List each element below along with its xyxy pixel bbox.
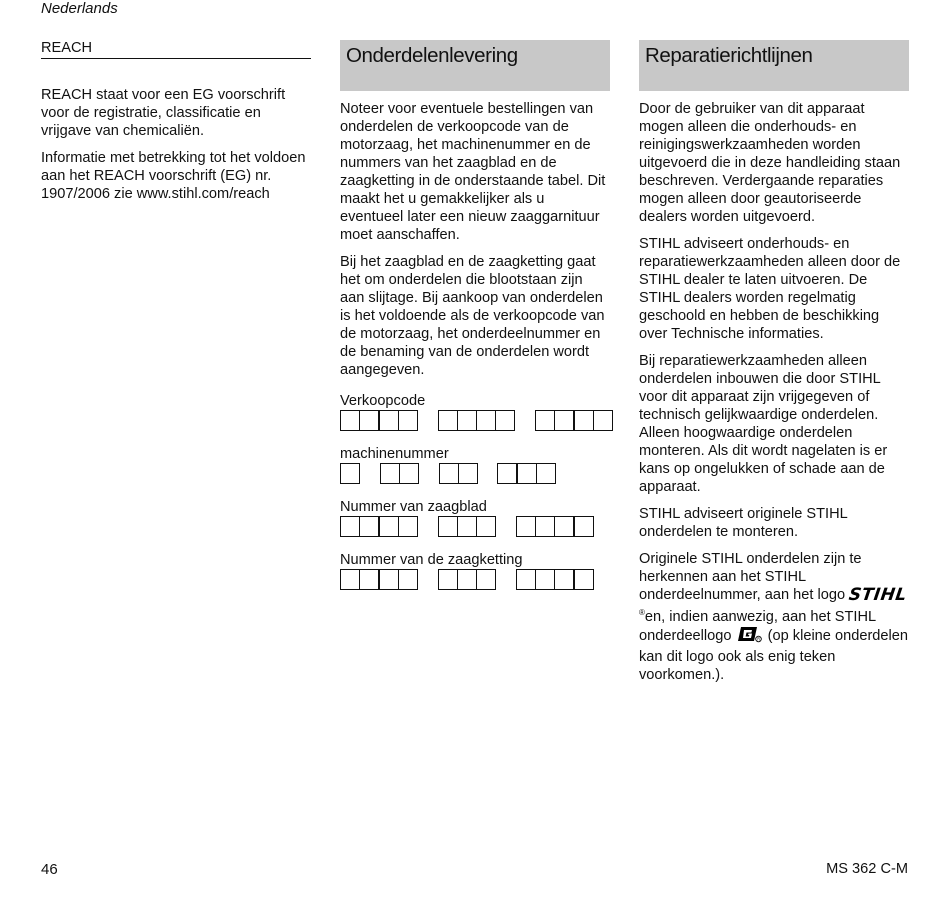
entry-cell[interactable] — [476, 516, 496, 537]
entry-cell[interactable] — [359, 516, 379, 537]
svg-text:R: R — [756, 636, 760, 642]
repair-paragraph: Door de gebruiker van dit apparaat mogen alleen die onderhouds- en reinigingswerkzaamheden worden uitgevoerd die in deze handleiding staan beschreven. Verdergaande reparaties mogen alleen door geautoriseerde dealers worden uitgevoerd. — [639, 101, 901, 225]
entry-cell[interactable] — [535, 569, 555, 590]
reach-heading: REACH — [41, 40, 311, 59]
repair-paragraph-logos — [639, 550, 909, 684]
entry-cell[interactable] — [379, 410, 399, 431]
entry-cell[interactable] — [438, 410, 458, 431]
entry-cell[interactable] — [593, 410, 613, 431]
entry-cell[interactable] — [535, 410, 555, 431]
entry-cell[interactable] — [574, 410, 594, 431]
reach-column — [41, 40, 311, 212]
reach-paragraph: REACH staat voor een EG voorschrift voor de registratie, classificatie en vrijgave van chemicaliën. — [41, 87, 286, 139]
entry-cell[interactable] — [398, 410, 418, 431]
entry-cell[interactable] — [457, 410, 477, 431]
entry-cell[interactable] — [536, 463, 556, 484]
entry-cell[interactable] — [398, 569, 418, 590]
repair-paragraph: STIHL adviseert onderhouds- en reparatiewerkzaamheden alleen door de STIHL dealer te laten uitvoeren. De STIHL dealers worden regelmatig geschoold en hebben de beschikking over Technische informaties. — [639, 236, 901, 342]
reach-paragraph: Informatie met betrekking tot het voldoen aan het REACH voorschrift (EG) nr. 1907/2006 zie www.stihl.com/reach — [41, 150, 306, 202]
entry-cell[interactable] — [359, 569, 379, 590]
logo-paragraph-part3: (op kleine onderdelen kan dit logo ook als enig teken voorkomen.). — [639, 627, 909, 683]
entry-cell[interactable] — [379, 516, 399, 537]
parts-supply-heading: Onderdelenlevering — [340, 40, 610, 91]
page-number: 46 — [41, 861, 58, 878]
stihl-parts-logo-icon — [738, 626, 762, 648]
repair-guidelines-column — [639, 40, 909, 693]
entry-cell[interactable] — [574, 516, 594, 537]
sales-code-boxes[interactable] — [340, 410, 610, 433]
entry-cell[interactable] — [438, 516, 458, 537]
parts-paragraph: Bij het zaagblad en de zaagketting gaat het om onderdelen die blootstaan zijn aan slijtage. Bij aankoop van onderdelen is het voldoende als de verkoopcode van de motorzaag, het onderdeelnummer en de benaming van de onderdelen wordt aangegeven. — [340, 254, 605, 378]
entry-cell[interactable] — [554, 516, 574, 537]
machine-number-boxes[interactable] — [340, 463, 610, 486]
parts-supply-column — [340, 40, 610, 592]
stihl-logo: STIHL — [847, 585, 909, 605]
entry-cell[interactable] — [359, 410, 379, 431]
parts-paragraph: Noteer voor eventuele bestellingen van onderdelen de verkoopcode van de motorzaag, het machinenummer en de nummers van het zaagblad en de zaagketting in de onderstaande tabel. Dit maakt het u gemakkelijker als u eventueel later een nieuw zaaggarnituur moet aanschaffen. — [340, 101, 606, 243]
repair-guidelines-heading: Reparatierichtlijnen — [639, 40, 909, 91]
machine-number-label: machinenummer — [340, 446, 449, 462]
entry-cell[interactable] — [439, 463, 459, 484]
entry-cell[interactable] — [497, 463, 517, 484]
entry-cell[interactable] — [398, 516, 418, 537]
entry-cell[interactable] — [458, 463, 478, 484]
entry-cell[interactable] — [535, 516, 555, 537]
entry-cell[interactable] — [340, 516, 360, 537]
entry-cell[interactable] — [399, 463, 419, 484]
registered-mark: ® — [639, 608, 645, 617]
saw-chain-number-label: Nummer van de zaagketting — [340, 552, 523, 568]
repair-paragraph: Bij reparatiewerkzaamheden alleen onderdelen inbouwen die door STIHL voor dit apparaat zijn vrijgegeven of technisch gelijkwaardige onderdelen. Alleen hoogwaardige onderdelen monteren. Als dit wordt nagelaten is er kans op ongelukken of schade aan de apparaat. — [639, 353, 888, 495]
entry-cell[interactable] — [379, 569, 399, 590]
entry-cell[interactable] — [574, 569, 594, 590]
entry-cell[interactable] — [554, 410, 574, 431]
entry-cell[interactable] — [495, 410, 515, 431]
entry-cell[interactable] — [554, 569, 574, 590]
repair-paragraph: STIHL adviseert originele STIHL onderdelen te monteren. — [639, 506, 848, 540]
logo-paragraph-part1: Originele STIHL onderdelen zijn te herkennen aan het STIHL onderdeelnummer, aan het logo — [639, 551, 862, 603]
guide-bar-number-boxes[interactable] — [340, 516, 610, 539]
saw-chain-number-boxes[interactable] — [340, 569, 610, 592]
entry-cell[interactable] — [516, 569, 536, 590]
entry-cell[interactable] — [516, 516, 536, 537]
entry-cell[interactable] — [457, 516, 477, 537]
entry-cell[interactable] — [380, 463, 400, 484]
entry-cell[interactable] — [340, 410, 360, 431]
language-label: Nederlands — [41, 0, 118, 17]
entry-cell[interactable] — [438, 569, 458, 590]
sales-code-label: Verkoopcode — [340, 393, 426, 409]
entry-cell[interactable] — [476, 569, 496, 590]
entry-cell[interactable] — [340, 463, 360, 484]
model-name: MS 362 C-M — [826, 861, 908, 877]
guide-bar-number-label: Nummer van zaagblad — [340, 499, 487, 515]
entry-cell[interactable] — [476, 410, 496, 431]
entry-cell[interactable] — [517, 463, 537, 484]
logo-paragraph-part2: en, indien aanwezig, aan het STIHL onderdeellogo — [639, 608, 876, 644]
entry-cell[interactable] — [340, 569, 360, 590]
entry-cell[interactable] — [457, 569, 477, 590]
